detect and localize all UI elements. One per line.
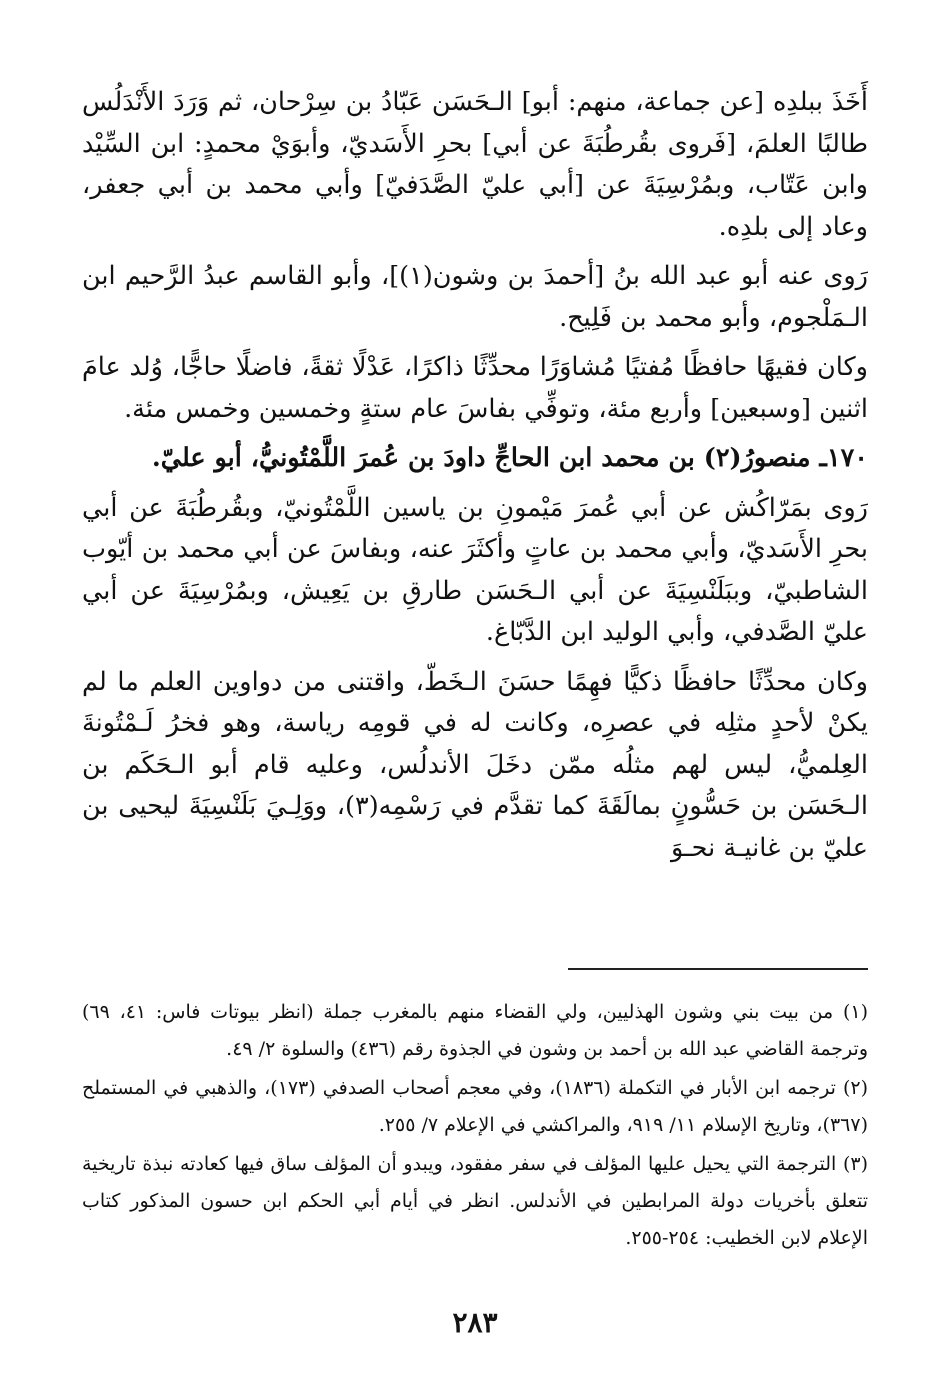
footnote-2: (٢) ترجمه ابن الأبار في التكملة (١٨٣٦)، وفي معجم أصحاب الصدفي (١٧٣)، والذهبي في المستملح (٣٦٧)، وتاريخ الإسلام ١١/ ٩١٩، والمراكشي في الإعلام ٧/ ٢٥٥.	[82, 1077, 868, 1136]
paragraph-3: وكان فقيهًا حافظًا مُفتيًا مُشاوَرًا محدِّثًا ذاكرًا، عَدْلًا ثقةً، فاضلًا حاجًّا، وُلد عامَ اثنين [وسبعين] وأربع مئة، وتوفِّي بفاسَ عام ستةٍ وخمسين وخمس مئة.	[82, 352, 868, 424]
paragraph-1: أَخَذَ ببلدِه [عن جماعة، منهم: أبو] الـحَسَن عَبّادُ بن سِرْحان، ثم وَرَدَ الأَنْدَلُس طالبًا العلمَ، [فَروى بقُرطُبَةَ عن أبي] بحرِ الأَسَديّ، وأبوَيْ محمدٍ: ابن السِّيْد وابن عَتّاب، وبمُرْسِيَةَ عن [أبي عليّ الصَّدَفيّ] وأبي محمد بن أبي جعفر، وعاد إلى بلدِه.	[82, 87, 868, 242]
footnote-separator	[568, 968, 868, 970]
paragraph-5: رَوى بمَرّاكُش عن أبي عُمرَ مَيْمونِ بن ياسين اللَّمْتُونيّ، وبقُرطُبَةَ عن أبي بحرِ الأَسَديّ، وأبي محمد بن عاتٍ وأكثَرَ عنه، وبفاسَ عن أبي محمد بن أيّوب الشاطبيّ، وببَلَنْسِيَةَ عن أبي الـحَسَن طارقِ بن يَعِيش، وبمُرْسِيَةَ عن أبي عليّ الصَّدفي، وأبي الوليد ابن الدَّبّاغ.	[82, 492, 868, 647]
footnotes-block	[82, 994, 868, 1259]
paragraph-6: وكان محدِّثًا حافظًا ذكيًّا فهِمًا حسَنَ الـخَطّ، واقتنى من دواوين العلم ما لم يكنْ لأحدٍ مثلِه في عصرِه، وكانت له في قومِه رياسة، وهو فخرُ لَـمْتُونةَ العِلميُّ، ليس لهم مثلُه ممّن دخَلَ الأندلُس، وعليه قام أبو الـحَكَم بن الـحَسَن بن حَسُّونٍ بمالَقَةَ كما تقدَّم في رَسْمِه(٣)، ووَلِـيَ بَلَنْسِيَةَ ليحيى بن عليّ بن غانيـة نحـوَ	[82, 666, 868, 863]
main-text-block	[82, 82, 868, 877]
paragraph-2: رَوى عنه أبو عبد الله بنُ [أحمدَ بن وشون(١)]، وأبو القاسم عبدُ الرَّحيم ابن الـمَلْجوم، وأبو محمد بن فَلِيح.	[82, 261, 868, 333]
entry-heading-170: ١٧٠ـ منصورُ(٢) بن محمد ابن الحاجِّ داودَ بن عُمرَ اللَّمْتُونيُّ، أبو عليّ.	[151, 443, 868, 473]
footnote-1: (١) من بيت بني وشون الهذليين، ولي القضاء منهم بالمغرب جملة (انظر بيوتات فاس: ٤١، ٦٩) وترجمة القاضي عبد الله بن أحمد بن وشون في الجذوة رقم (٤٣٦) والسلوة ٢/ ٤٩.	[82, 1001, 869, 1060]
page-number: ٢٨٣	[452, 1306, 498, 1339]
footnote-3: (٣) الترجمة التي يحيل عليها المؤلف في سفر مفقود، ويبدو أن المؤلف ساق فيها كعادته نبذة تاريخية تتعلق بأخريات دولة المرابطين في الأندلس. انظر في أيام أبي الحكم ابن حسون المذكور كتاب الإعلام لابن الخطيب: ٢٥٤-٢٥٥.	[82, 1153, 868, 1249]
